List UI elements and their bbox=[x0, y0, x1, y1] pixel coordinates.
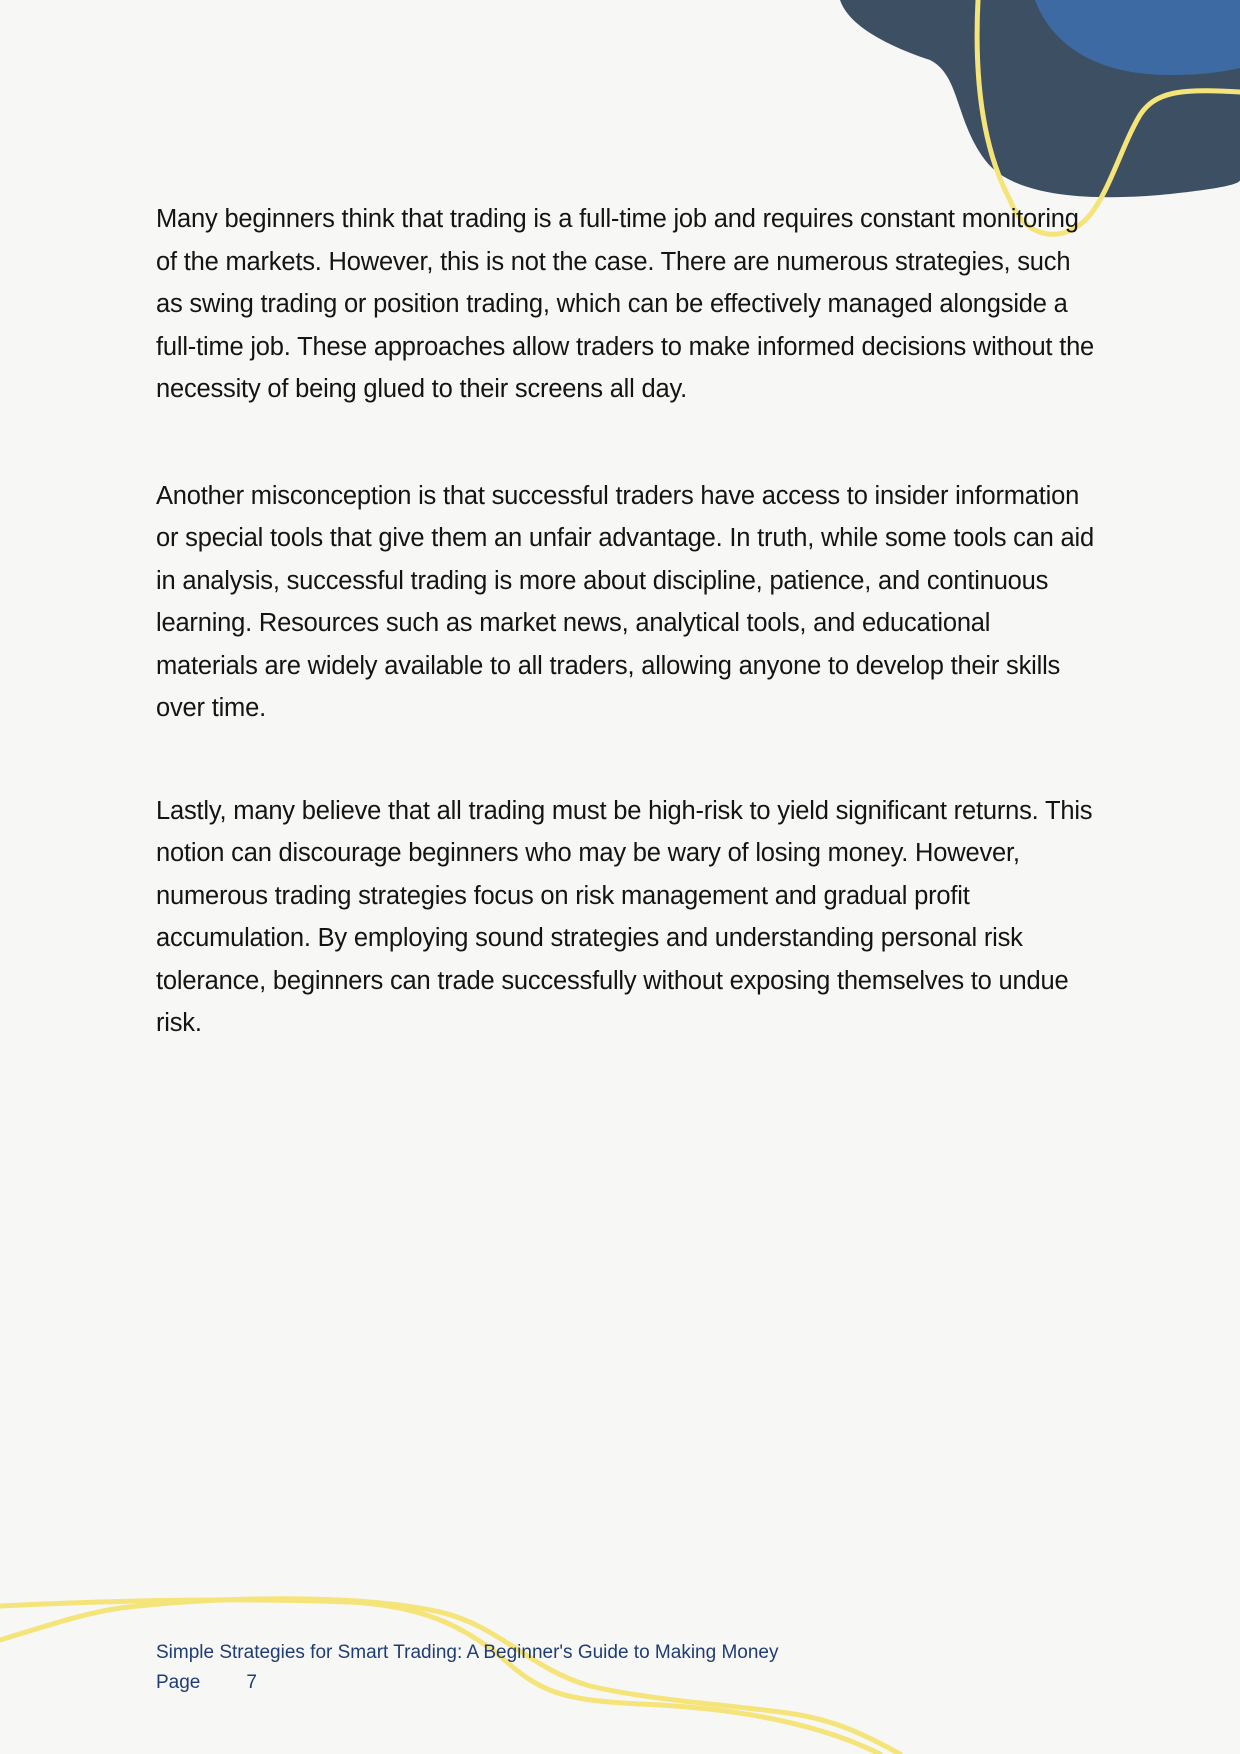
paragraph: Many beginners think that trading is a full-time job and requires constant monitoring of the markets. However, this is not the case. There are numerous strategies, such as swing trading or position trading, which can be effectively managed alongside a full-time job. These approaches allow traders to make informed decisions without the necessity of being glued to their screens all day. bbox=[156, 205, 1095, 403]
page-footer bbox=[156, 1638, 779, 1698]
footer-title: Simple Strategies for Smart Trading: A Beginner's Guide to Making Money bbox=[156, 1642, 779, 1663]
paragraph: Another misconception is that successful traders have access to insider information or special tools that give them an unfair advantage. In truth, while some tools can aid in analysis, successful trading is more about discipline, patience, and continuous learning. Resources such as market news, analytical tools, and educational materials are widely available to all traders, allowing anyone to develop their skills over time. bbox=[156, 481, 1094, 722]
body-text bbox=[156, 198, 1096, 1109]
paragraph: Lastly, many believe that all trading must be high-risk to yield significant returns. This notion can discourage beginners who may be wary of losing money. However, numerous trading strategies focus on risk management and gradual profit accumulation. By employing sound strategies and understanding personal risk tolerance, beginners can trade successfully without exposing themselves to undue risk. bbox=[156, 796, 1093, 1037]
page-label: Page bbox=[156, 1672, 201, 1693]
page-indicator bbox=[156, 1668, 779, 1698]
page-number: 7 bbox=[246, 1672, 257, 1693]
